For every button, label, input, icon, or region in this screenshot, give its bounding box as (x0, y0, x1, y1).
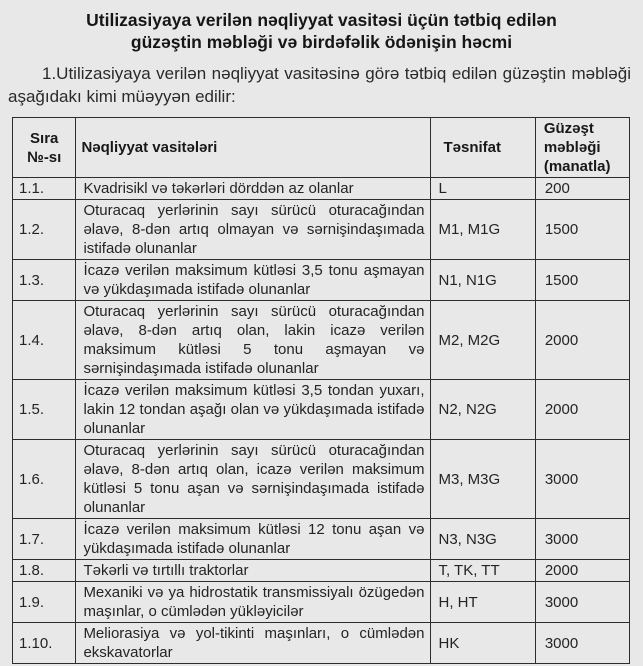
classification-cell: N1, N1G (431, 260, 535, 301)
amount-cell: 2000 (535, 560, 629, 582)
amount-cell: 3000 (535, 519, 629, 560)
table-row (13, 440, 630, 519)
row-number-cell: 1.2. (13, 200, 76, 260)
vehicle-description-cell: Oturacaq yerlərinin sayı sürücü oturacağından əlavə, 8-dən artıq olan, lakin icazə verilən maksimum kütləsi 5 tonu aşmayan və sərnişindaşımada istifadə olunanlar (76, 301, 431, 380)
amount-cell: 200 (535, 178, 629, 200)
table-header-row (13, 118, 630, 178)
vehicle-description-cell: İcazə verilən maksimum kütləsi 12 tonu aşan və yükdaşımada istifadə olunanlar (76, 519, 431, 560)
classification-cell: N3, N3G (431, 519, 535, 560)
table-row (13, 301, 630, 380)
row-number-cell: 1.9. (13, 582, 76, 623)
vehicle-description-cell: Oturacaq yerlərinin sayı sürücü oturacağından əlavə, 8-dən artıq olmayan və sərnişindaşımada istifadə olunanlar (76, 200, 431, 260)
amount-cell: 3000 (535, 623, 629, 664)
header-serial-number: Sıra №-sı (13, 118, 76, 178)
table-row (13, 200, 630, 260)
vehicle-description-cell: Meliorasiya və yol-tikinti maşınları, o cümlədən ekskavatorlar (76, 623, 431, 664)
row-number-cell: 1.4. (13, 301, 76, 380)
table-header (13, 118, 630, 178)
classification-cell: N2, N2G (431, 380, 535, 440)
intro-paragraph: 1.Utilizasiyaya verilən nəqliyyat vasitəsinə görə tətbiq edilən güzəştin məbləği aşağıdakı kimi müəyyən edilir: (8, 64, 631, 106)
amount-cell: 1500 (535, 260, 629, 301)
classification-cell: M2, M2G (431, 301, 535, 380)
amount-cell: 1500 (535, 200, 629, 260)
classification-cell: HK (431, 623, 535, 664)
header-discount-amount: Güzəşt məbləği (manatla) (535, 118, 629, 178)
table-row (13, 178, 630, 200)
row-number-cell: 1.3. (13, 260, 76, 301)
row-number-cell: 1.8. (13, 560, 76, 582)
table-row (13, 260, 630, 301)
vehicle-description-cell: İcazə verilən maksimum kütləsi 3,5 tonu aşmayan və yükdaşımada istifadə olunanlar (76, 260, 431, 301)
vehicle-description-cell: Oturacaq yerlərinin sayı sürücü oturacağından əlavə, 8-dən artıq olan, icazə verilən maksimum kütləsi 5 tonu aşan və sərnişindaşımada istifadə olunanlar (76, 440, 431, 519)
table-row (13, 623, 630, 664)
document-title-line1: Utilizasiyaya verilən nəqliyyat vasitəsi üçün tətbiq edilən (86, 10, 557, 30)
classification-cell: H, HT (431, 582, 535, 623)
classification-cell: M3, M3G (431, 440, 535, 519)
vehicle-description-cell: Kvadrisikl və təkərləri dörddən az olanlar (76, 178, 431, 200)
table-row (13, 519, 630, 560)
table-body (13, 178, 630, 664)
discount-amounts-table (12, 117, 630, 664)
document-title-line2: güzəştin məbləği və birdəfəlik ödənişin həcmi (130, 32, 513, 52)
row-number-cell: 1.5. (13, 380, 76, 440)
header-vehicles: Nəqliyyat vasitələri (76, 118, 431, 178)
classification-cell: M1, M1G (431, 200, 535, 260)
vehicle-description-cell: Mexaniki və ya hidrostatik transmissiyalı özügedən maşınlar, o cümlədən yükləyicilər (76, 582, 431, 623)
amount-cell: 2000 (535, 301, 629, 380)
row-number-cell: 1.6. (13, 440, 76, 519)
document-title (0, 9, 643, 53)
classification-cell: L (431, 178, 535, 200)
classification-cell: T, TK, TT (431, 560, 535, 582)
table-row (13, 582, 630, 623)
row-number-cell: 1.7. (13, 519, 76, 560)
amount-cell: 2000 (535, 380, 629, 440)
amount-cell: 3000 (535, 582, 629, 623)
amount-cell: 3000 (535, 440, 629, 519)
vehicle-description-cell: Təkərli və tırtıllı traktorlar (76, 560, 431, 582)
row-number-cell: 1.1. (13, 178, 76, 200)
row-number-cell: 1.10. (13, 623, 76, 664)
vehicle-description-cell: İcazə verilən maksimum kütləsi 3,5 tondan yuxarı, lakin 12 tondan aşağı olan və yükdaşımada istifadə olunanlar (76, 380, 431, 440)
header-classification: Təsnifat (431, 118, 535, 178)
table-row (13, 380, 630, 440)
table-row (13, 560, 630, 582)
